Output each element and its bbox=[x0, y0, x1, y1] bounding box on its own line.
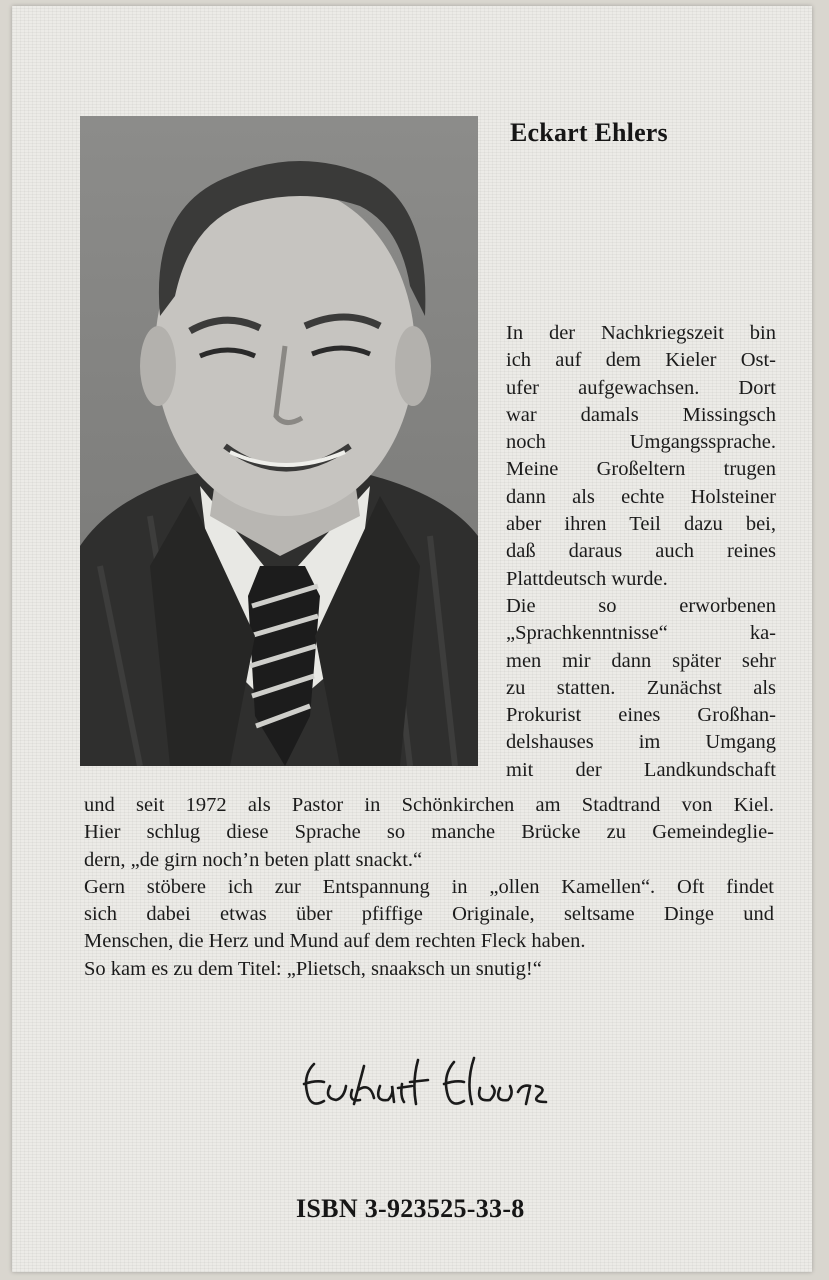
biography-full-width bbox=[84, 792, 774, 983]
text-line: Menschen, die Herz und Mund auf dem rechten Fleck haben. bbox=[84, 930, 586, 953]
text-line: Plattdeutsch wurde. bbox=[506, 567, 668, 590]
text-line: dann als echte Holsteiner bbox=[506, 485, 776, 508]
portrait-illustration bbox=[80, 116, 478, 766]
text-line: Gern stöbere ich zur Entspannung in „ollen Kamellen“. Oft findet bbox=[84, 875, 774, 898]
back-cover bbox=[12, 6, 812, 1272]
text-line: mit der Landkundschaft bbox=[506, 758, 776, 781]
text-line: men mir dann später sehr bbox=[506, 649, 776, 672]
text-line: So kam es zu dem Titel: „Plietsch, snaaksch un snutig!“ bbox=[84, 957, 542, 980]
text-line: noch Umgangssprache. bbox=[506, 431, 776, 454]
text-line: Die so erworbenen bbox=[506, 594, 776, 617]
text-line: daß daraus auch reines bbox=[506, 540, 776, 563]
text-line: aber ihren Teil dazu bei, bbox=[506, 513, 776, 536]
handwritten-signature bbox=[294, 1046, 574, 1116]
text-line: ufer aufgewachsen. Dort bbox=[506, 376, 776, 399]
text-line: Meine Großeltern trugen bbox=[506, 458, 776, 481]
text-line: ich auf dem Kieler Ost- bbox=[506, 349, 776, 372]
signature-graphic bbox=[294, 1046, 574, 1116]
text-line: dern, „de girn noch’n beten platt snackt.“ bbox=[84, 848, 423, 871]
biography-side-column bbox=[506, 320, 776, 784]
text-line: und seit 1972 als Pastor in Schönkirchen am Stadtrand von Kiel. bbox=[84, 794, 774, 816]
text-line: war damals Missingsch bbox=[506, 403, 776, 426]
text-line: zu statten. Zunächst als bbox=[506, 676, 776, 699]
text-line: In der Nachkriegszeit bin bbox=[506, 322, 776, 344]
isbn-number: ISBN 3-923525-33-8 bbox=[296, 1194, 525, 1223]
text-line: „Sprachkenntnisse“ ka- bbox=[506, 622, 776, 645]
text-line: Hier schlug diese Sprache so manche Brücke zu Gemeindeglie- bbox=[84, 821, 774, 844]
text-line: delshauses im Umgang bbox=[506, 731, 776, 754]
text-line: sich dabei etwas über pfiffige Originale, seltsame Dinge und bbox=[84, 903, 774, 926]
text-line: Prokurist eines Großhan- bbox=[506, 704, 776, 727]
author-portrait-photo bbox=[80, 116, 478, 766]
author-name: Eckart Ehlers bbox=[510, 118, 668, 147]
